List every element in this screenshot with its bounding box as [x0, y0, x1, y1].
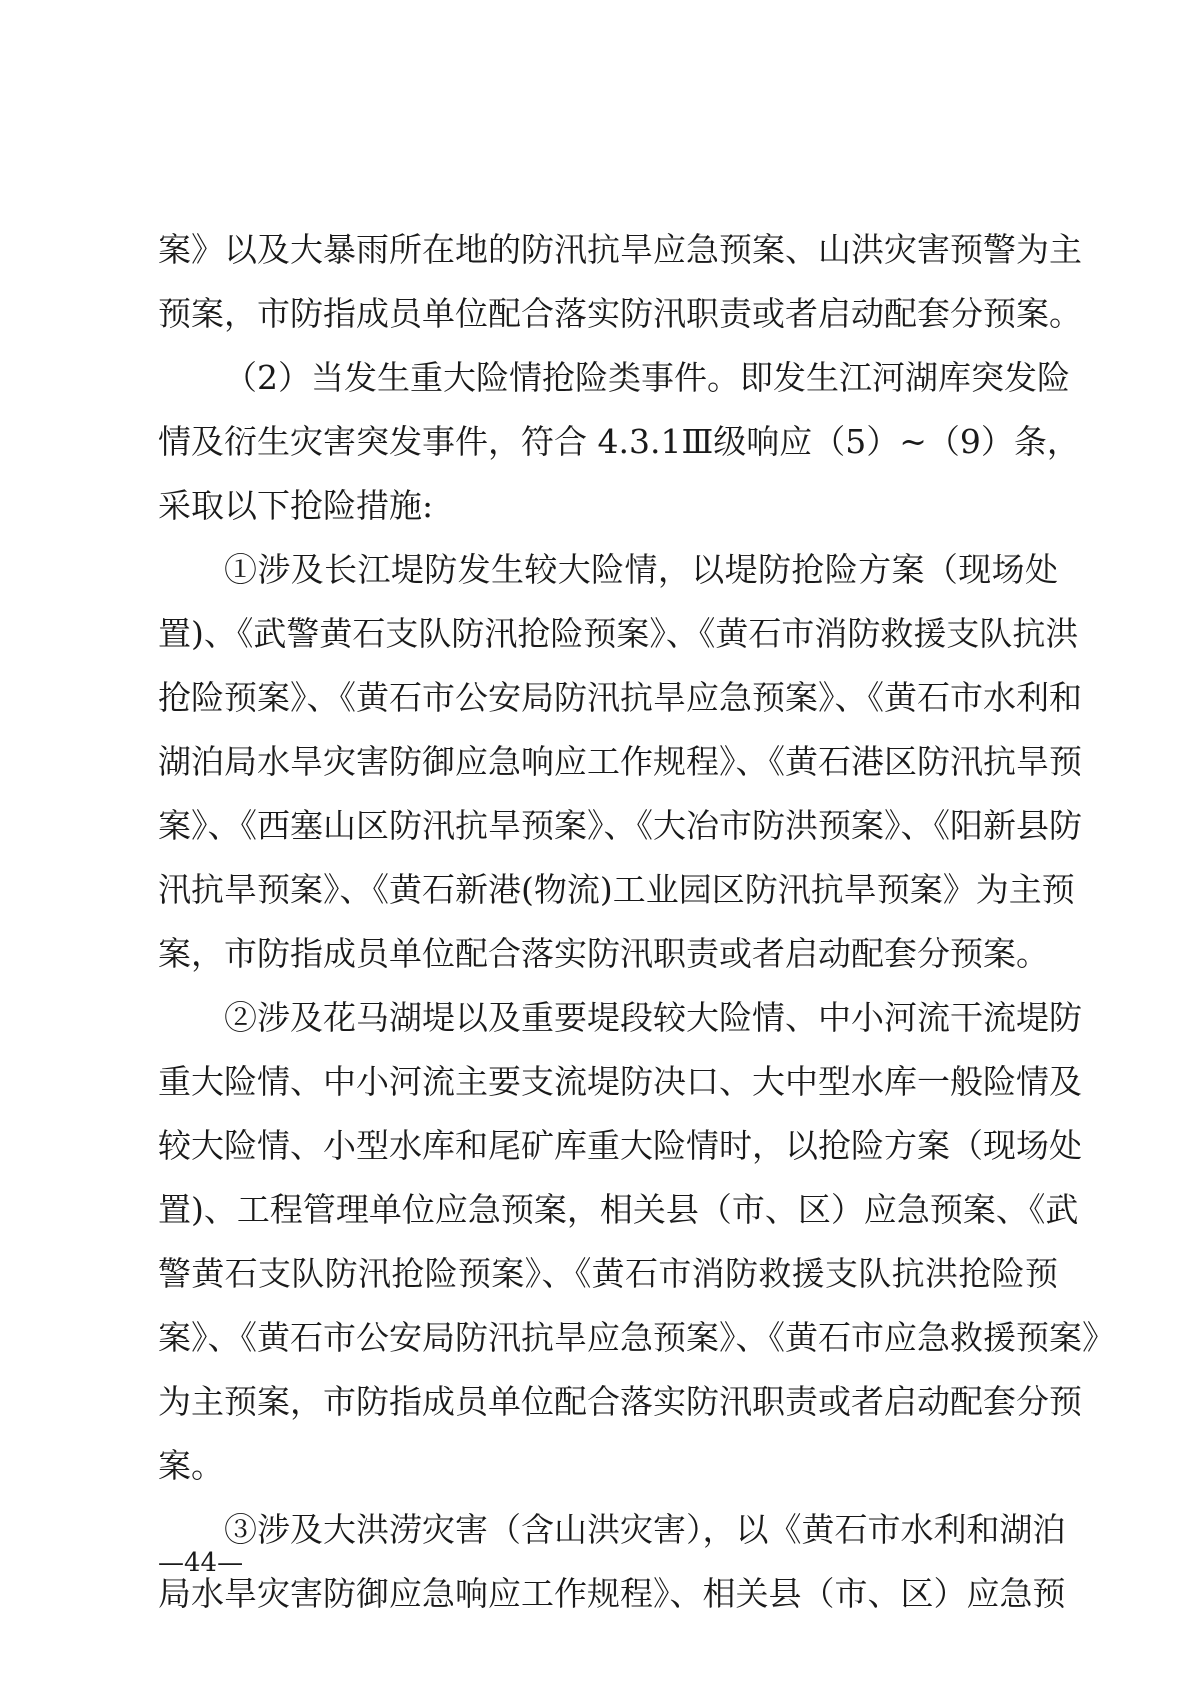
text-line: ②涉及花马湖堤以及重要堤段较大险情、中小河流干流堤防 — [224, 998, 1082, 1037]
text-line: 抢险预案》、《黄石市公安局防汛抗旱应急预案》、《黄石市水利和 — [158, 678, 1082, 717]
text-line: 为主预案，市防指成员单位配合落实防汛职责或者启动配套分预 — [158, 1382, 1082, 1421]
text-line: 预案，市防指成员单位配合落实防汛职责或者启动配套分预案。 — [158, 294, 1082, 333]
text-line: 案。 — [158, 1446, 224, 1485]
text-line: 采取以下抢险措施: — [158, 486, 434, 525]
text-line: 较大险情、小型水库和尾矿库重大险情时，以抢险方案（现场处 — [158, 1126, 1082, 1165]
text-line: 案，市防指成员单位配合落实防汛职责或者启动配套分预案。 — [158, 934, 1049, 973]
text-line: 置)、工程管理单位应急预案，相关县（市、区）应急预案、《武 — [158, 1190, 1079, 1229]
text-line: 案》、《黄石市公安局防汛抗旱应急预案》、《黄石市应急救援预案》 — [158, 1318, 1115, 1357]
text-line: 情及衍生灾害突发事件，符合 4.3.1Ⅲ级响应（5）~（9）条， — [158, 422, 1080, 461]
text-line: 局水旱灾害防御应急响应工作规程》、相关县（市、区）应急预 — [158, 1574, 1066, 1613]
text-line: ①涉及长江堤防发生较大险情，以堤防抢险方案（现场处 — [224, 550, 1058, 589]
page-number: —44— — [158, 1548, 244, 1578]
text-line: 置)、《武警黄石支队防汛抢险预案》、《黄石市消防救援支队抗洪 — [158, 614, 1079, 653]
body-text — [158, 218, 1115, 1626]
text-line: （2）当发生重大险情抢险类事件。即发生江河湖库突发险 — [224, 358, 1070, 397]
text-line: 重大险情、中小河流主要支流堤防决口、大中型水库一般险情及 — [158, 1062, 1082, 1101]
text-line: ③涉及大洪涝灾害（含山洪灾害），以《黄石市水利和湖泊 — [224, 1510, 1066, 1549]
text-line: 警黄石支队防汛抢险预案》、《黄石市消防救援支队抗洪抢险预 — [158, 1254, 1058, 1293]
text-line: 汛抗旱预案》、《黄石新港(物流)工业园区防汛抗旱预案》为主预 — [158, 870, 1075, 909]
text-line: 湖泊局水旱灾害防御应急响应工作规程》、《黄石港区防汛抗旱预 — [158, 742, 1082, 781]
text-line: 案》以及大暴雨所在地的防汛抗旱应急预案、山洪灾害预警为主 — [158, 230, 1082, 269]
text-line: 案》、《西塞山区防汛抗旱预案》、《大冶市防洪预案》、《阳新县防 — [158, 806, 1082, 845]
